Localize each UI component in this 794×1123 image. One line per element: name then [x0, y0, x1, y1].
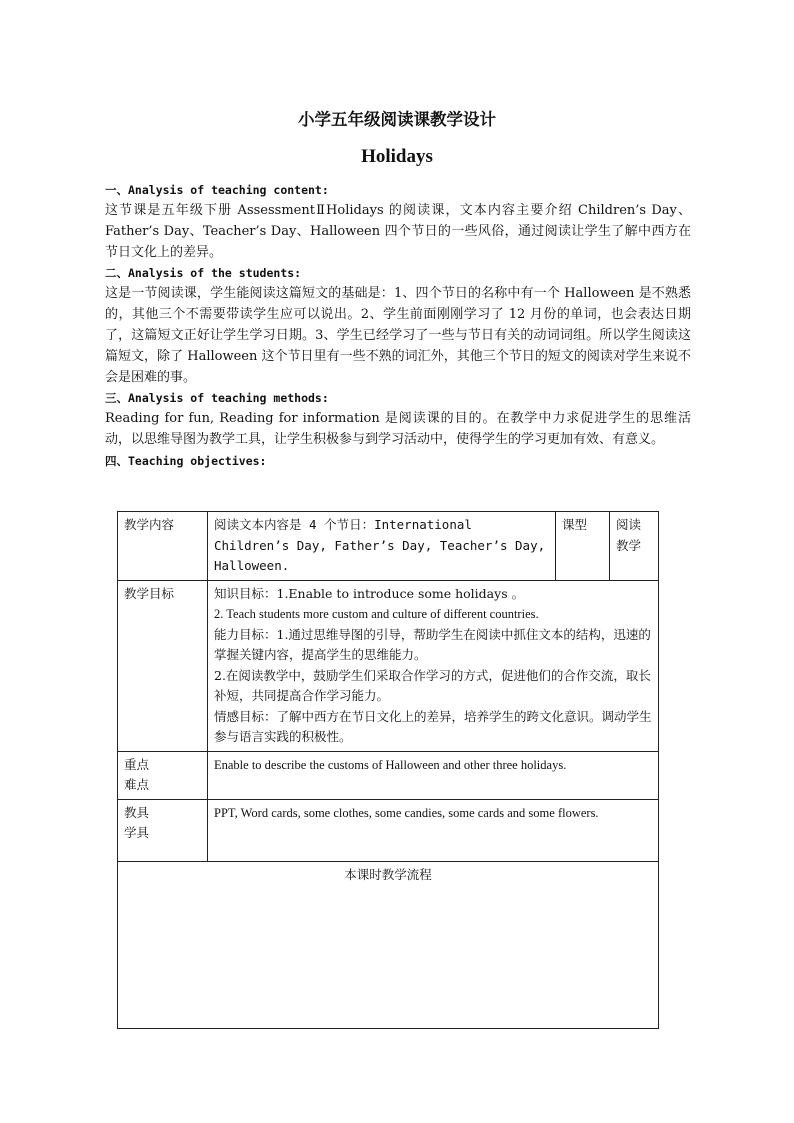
- difficult-point-label: 难点: [124, 777, 150, 792]
- objective-line: 能力目标：1.通过思维导图的引导，帮助学生在阅读中抓住文本的结构，迅速的掌握关键内容，提高学生的思维能力。: [214, 626, 651, 662]
- teaching-aids-label: 教具: [124, 804, 150, 820]
- section-4-heading: 四、Teaching objectives:: [105, 453, 267, 468]
- teaching-process-cell: 本课时教学流程: [118, 861, 659, 1028]
- lesson-type-label: 课型: [556, 512, 610, 581]
- row-label-content: 教学内容: [118, 512, 208, 581]
- section-3-heading: 三、Analysis of teaching methods:: [105, 391, 329, 406]
- row-label-objectives: 教学目标: [118, 580, 208, 751]
- document-body: [105, 180, 691, 472]
- table-row: [118, 751, 659, 799]
- lesson-type-value: 阅读教学: [610, 512, 659, 581]
- section-1-text: 这节课是五年级下册 AssessmentⅡHolidays 的阅读课，文本内容主要介绍 Children’s Day、Father’s Day、Teacher’s Day、Halloween 四个节日的一些风俗，通过阅读让学生了解中西方在节日文化上的差异。: [105, 203, 691, 260]
- table-row: [118, 580, 659, 751]
- materials-cell: PPT, Word cards, some clothes, some candies, some cards and some flowers.: [208, 799, 659, 861]
- teaching-content-cell: 阅读文本内容是 4 个节日：International Children’s Day, Father’s Day, Teacher’s Day, Halloween.: [208, 512, 556, 581]
- objectives-cell: [208, 580, 659, 751]
- section-1-heading: 一、Analysis of teaching content:: [105, 183, 329, 197]
- table-row: [118, 512, 659, 581]
- objective-line: 情感目标：了解中西方在节日文化上的差异，培养学生的跨文化意识。调动学生参与语言实践的积极性。: [214, 708, 652, 744]
- key-points-cell: Enable to describe the customs of Halloween and other three holidays.: [208, 751, 659, 799]
- table-row: [118, 799, 659, 861]
- lesson-plan-table: [117, 511, 659, 1029]
- section-2-text: 这是一节阅读课，学生能阅读这篇短文的基础是：1、四个节日的名称中有一个 Halloween 是不熟悉的，其他三个不需要带读学生应可以说出。2、学生前面刚刚学习了 12 月份的单词，也会表达日期了，这篇短文正好让学生学习日期。3、学生已经学习了一些与节日有关的动词词组。所以学生阅读这篇短文，除了 Halloween 这个节日里有一些不熟的词汇外，其他三个节日的短文的阅读对学生来说不会是困难的事。: [105, 286, 691, 385]
- section-3-text: Reading for fun, Reading for information 是阅读课的目的。在教学中力求促进学生的思维活动，以思维导图为教学工具，让学生积极参与到学习活动中，使得学生的学习更加有效、有意义。: [105, 411, 691, 448]
- document-title: 小学五年级阅读课教学设计: [298, 110, 496, 129]
- table-row: [118, 861, 659, 1028]
- row-label-materials: [118, 799, 208, 861]
- learning-aids-label: 学具: [124, 825, 150, 840]
- objective-line: 知识目标：1.Enable to introduce some holidays 。: [214, 585, 525, 601]
- section-2-heading: 二、Analysis of the students:: [105, 266, 302, 281]
- document-subtitle: Holidays: [361, 146, 433, 167]
- row-label-key-difficult: [118, 751, 208, 799]
- objective-line: 2.在阅读教学中，鼓励学生们采取合作学习的方式，促进他们的合作交流，取长补短，共同提高合作学习能力。: [214, 667, 651, 703]
- objective-line: 2. Teach students more custom and culture of different countries.: [214, 607, 539, 621]
- key-point-label: 重点: [124, 756, 150, 772]
